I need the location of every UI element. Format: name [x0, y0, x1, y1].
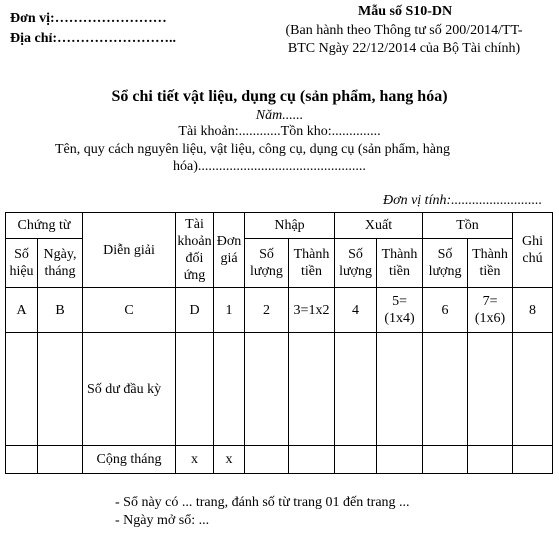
code-2: 2: [245, 288, 289, 333]
table-header-row-1: [6, 213, 553, 239]
material-name-line-2: hóa)................................................: [173, 159, 366, 174]
empty-cell: [38, 446, 83, 474]
unit-price-header-l2: giá: [220, 251, 238, 266]
voucher-date-header: [38, 239, 83, 288]
import-amount-header: [289, 239, 335, 288]
code-5: [377, 288, 423, 333]
empty-cell: [245, 333, 289, 446]
ledger-table: [5, 212, 553, 474]
empty-cell: [38, 333, 83, 446]
export-quantity-l1: Số: [348, 247, 363, 262]
code-5-l1: 5=: [392, 294, 407, 309]
pages-note: - Sổ này có ... trang, đánh số từ trang 01 đến trang ...: [115, 495, 410, 510]
stock-quantity-l1: Số: [437, 247, 453, 262]
address-label: Địa chỉ:……………………..: [10, 31, 177, 46]
code-5-l2: (1x4): [384, 311, 415, 326]
note-header-l2: chú: [522, 251, 543, 266]
description-header: Diễn giải: [83, 213, 176, 288]
code-7-l2: (1x6): [474, 311, 506, 326]
stock-quantity-l2: lượng: [428, 264, 462, 279]
import-amount-l1: Thành: [293, 247, 330, 262]
empty-cell: [513, 333, 553, 446]
regulation-line-2: BTC Ngày 22/12/2014 của Bộ Tài chính): [287, 41, 521, 56]
code-7: [468, 288, 513, 333]
export-amount-l2: tiền: [389, 264, 411, 279]
empty-cell: [377, 333, 423, 446]
empty-cell: [468, 333, 513, 446]
stock-amount-header: [468, 239, 513, 288]
code-d: D: [176, 288, 214, 333]
ledger-title: Sổ chi tiết vật liệu, dụng cụ (sản phẩm, hang hóa): [111, 88, 448, 105]
code-b: B: [38, 288, 83, 333]
empty-cell: [423, 446, 468, 474]
opening-balance-label: Số dư đầu kỳ: [83, 333, 176, 446]
column-codes-row: [6, 288, 553, 333]
export-quantity-l2: lượng: [339, 264, 372, 279]
stock-quantity-header: [423, 239, 468, 288]
ledger-year: Năm......: [255, 108, 304, 123]
import-quantity-header: [245, 239, 289, 288]
voucher-date-l1: Ngày,: [43, 247, 77, 262]
empty-cell: [513, 446, 553, 474]
code-7-l1: 7=: [482, 294, 498, 309]
empty-cell: [289, 333, 335, 446]
counter-account-header-l3: đối: [185, 251, 204, 266]
unit-price-header-l1: Đơn: [216, 234, 242, 249]
export-amount-l1: Thành: [381, 247, 418, 262]
code-6: 6: [423, 288, 468, 333]
code-1: 1: [214, 288, 245, 333]
voucher-no-l1: Số: [14, 247, 29, 262]
empty-cell: [176, 333, 214, 446]
unit-of-calculation: Đơn vị tính:..........................: [383, 193, 543, 208]
stock-amount-l1: Thành: [472, 247, 508, 262]
empty-cell: [289, 446, 335, 474]
code-3: 3=1x2: [289, 288, 335, 333]
empty-cell: [423, 333, 468, 446]
month-total-price-x: x: [214, 446, 245, 474]
account-line: Tài khoản:............Tồn kho:..............: [178, 124, 381, 139]
export-group-header: Xuất: [335, 213, 423, 239]
voucher-no-header: [6, 239, 38, 288]
open-date-note: - Ngày mở sổ: ...: [115, 513, 210, 528]
counter-account-header-l1: Tài: [185, 217, 204, 232]
counter-account-header-l4: ứng: [183, 268, 206, 283]
export-quantity-header: [335, 239, 377, 288]
month-total-label: Cộng tháng: [83, 446, 176, 474]
import-amount-l2: tiền: [301, 264, 322, 279]
form-code: Mẫu số S10-DN: [358, 4, 453, 19]
code-4: 4: [335, 288, 377, 333]
empty-cell: [6, 333, 38, 446]
import-group-header: Nhập: [245, 213, 335, 239]
code-c: C: [83, 288, 176, 333]
empty-cell: [335, 446, 377, 474]
empty-cell: [245, 446, 289, 474]
empty-cell: [6, 446, 38, 474]
voucher-date-l2: tháng: [44, 264, 76, 279]
stock-group-header: Tồn: [423, 213, 513, 239]
unit-price-header: [214, 213, 245, 288]
regulation-line-1: (Ban hành theo Thông tư số 200/2014/TT-: [285, 23, 523, 38]
month-total-row: [6, 446, 553, 474]
counter-account-header: [176, 213, 214, 288]
month-total-account-x: x: [176, 446, 214, 474]
empty-cell: [335, 333, 377, 446]
opening-balance-row: [6, 333, 553, 446]
code-8: 8: [513, 288, 553, 333]
code-a: A: [6, 288, 38, 333]
voucher-group-header: Chứng từ: [6, 213, 83, 239]
note-header: [513, 213, 553, 288]
stock-amount-l2: tiền: [479, 264, 501, 279]
empty-cell: [377, 446, 423, 474]
voucher-no-l2: hiệu: [9, 264, 34, 279]
note-header-l1: Ghi: [522, 234, 544, 249]
material-name-line-1: Tên, quy cách nguyên liệu, vật liệu, công cụ, dụng cụ (sản phẩm, hàng: [55, 142, 450, 157]
unit-label: Đơn vị:……………………: [10, 11, 167, 26]
empty-cell: [214, 333, 245, 446]
counter-account-header-l2: khoản: [177, 234, 212, 249]
empty-cell: [468, 446, 513, 474]
export-amount-header: [377, 239, 423, 288]
import-quantity-l1: Số: [259, 247, 274, 262]
import-quantity-l2: lượng: [250, 264, 283, 279]
